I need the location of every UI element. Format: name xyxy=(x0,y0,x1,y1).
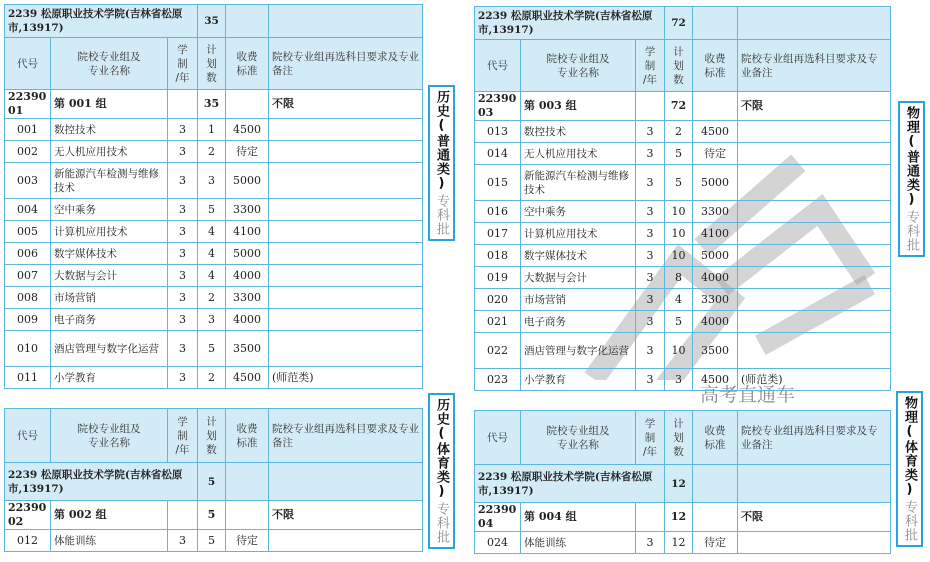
school-name: 2239 松原职业技术学院(吉林省松原市,13917) xyxy=(475,7,665,40)
col-header-years: 学 制 /年 xyxy=(168,409,198,463)
col-header-years: 学 制 /年 xyxy=(168,38,198,90)
major-years: 3 xyxy=(636,311,665,333)
empty-cell xyxy=(269,5,423,38)
major-fee: 4100 xyxy=(226,221,269,243)
school-name: 2239 松原职业技术学院(吉林省松原市,13917) xyxy=(5,463,198,501)
major-remark xyxy=(269,530,423,552)
major-name: 新能源汽车检测与维修技术 xyxy=(51,163,168,199)
major-code: 013 xyxy=(475,121,521,143)
major-remark xyxy=(269,287,423,309)
major-code: 021 xyxy=(475,311,521,333)
major-code: 001 xyxy=(5,119,51,141)
header-row xyxy=(475,40,891,92)
col-header-code: 代号 xyxy=(5,38,51,90)
major-plan: 3 xyxy=(198,309,226,331)
major-name: 电子商务 xyxy=(51,309,168,331)
major-code: 012 xyxy=(5,530,51,552)
group-plan: 12 xyxy=(665,503,693,532)
major-remark: (师范类) xyxy=(269,367,423,389)
major-name: 无人机应用技术 xyxy=(51,141,168,163)
side-batch: 专科批 xyxy=(902,500,917,542)
school-row xyxy=(475,465,891,503)
major-years: 3 xyxy=(168,141,198,163)
major-fee: 3500 xyxy=(693,333,738,369)
side-batch: 专科批 xyxy=(904,210,919,252)
major-name: 计算机应用技术 xyxy=(521,223,636,245)
major-fee: 5000 xyxy=(226,243,269,265)
major-fee: 3300 xyxy=(693,201,738,223)
empty-cell xyxy=(226,5,269,38)
major-fee: 5000 xyxy=(693,245,738,267)
side-category: (体育类) xyxy=(434,426,449,500)
major-code: 022 xyxy=(475,333,521,369)
major-plan: 4 xyxy=(198,265,226,287)
school-name: 2239 松原职业技术学院(吉林省松原市,13917) xyxy=(475,465,665,503)
col-header-plan: 计 划 数 xyxy=(665,40,693,92)
major-remark xyxy=(738,267,891,289)
group-row xyxy=(475,503,891,532)
header-row xyxy=(475,411,891,465)
major-name: 计算机应用技术 xyxy=(51,221,168,243)
major-years: 3 xyxy=(636,165,665,201)
col-header-years: 学 制 /年 xyxy=(636,411,665,465)
major-name: 酒店管理与数字化运营 xyxy=(51,331,168,367)
major-remark xyxy=(738,289,891,311)
col-header-code: 代号 xyxy=(5,409,51,463)
table-row xyxy=(5,199,423,221)
major-name: 酒店管理与数字化运营 xyxy=(521,333,636,369)
major-plan: 3 xyxy=(198,163,226,199)
empty-cell xyxy=(226,90,269,119)
group-code: 2239003 xyxy=(475,92,521,121)
major-remark xyxy=(738,165,891,201)
empty-cell xyxy=(226,463,269,501)
major-remark xyxy=(269,163,423,199)
major-remark xyxy=(738,201,891,223)
major-name: 新能源汽车检测与维修技术 xyxy=(521,165,636,201)
group-row xyxy=(475,92,891,121)
major-code: 014 xyxy=(475,143,521,165)
empty-cell xyxy=(636,92,665,121)
major-plan: 1 xyxy=(198,119,226,141)
major-years: 3 xyxy=(636,532,665,554)
major-remark xyxy=(269,119,423,141)
group-remark: 不限 xyxy=(738,92,891,121)
major-years: 3 xyxy=(636,333,665,369)
watermark-text: 高考直通车 xyxy=(700,384,796,406)
major-plan: 10 xyxy=(665,223,693,245)
table-history-sports xyxy=(4,408,423,552)
major-code: 002 xyxy=(5,141,51,163)
major-years: 3 xyxy=(168,331,198,367)
major-code: 019 xyxy=(475,267,521,289)
major-name: 数控技术 xyxy=(521,121,636,143)
major-name: 数字媒体技术 xyxy=(521,245,636,267)
side-subject: 历史 xyxy=(434,398,449,426)
table-row xyxy=(475,311,891,333)
major-years: 3 xyxy=(168,199,198,221)
school-row xyxy=(5,463,423,501)
empty-cell xyxy=(168,90,198,119)
major-years: 3 xyxy=(168,265,198,287)
table-row xyxy=(475,201,891,223)
group-name: 第 002 组 xyxy=(51,501,168,530)
major-name: 大数据与会计 xyxy=(521,267,636,289)
major-years: 3 xyxy=(168,119,198,141)
major-years: 3 xyxy=(636,267,665,289)
major-plan: 4 xyxy=(198,243,226,265)
group-name: 第 003 组 xyxy=(521,92,636,121)
major-fee: 5000 xyxy=(693,165,738,201)
major-remark xyxy=(269,199,423,221)
side-category: (体育类) xyxy=(902,424,917,498)
table-row xyxy=(5,221,423,243)
major-code: 010 xyxy=(5,331,51,367)
side-subject: 历史 xyxy=(434,90,449,118)
major-code: 016 xyxy=(475,201,521,223)
major-fee: 4500 xyxy=(226,367,269,389)
side-category: (普通类) xyxy=(434,118,449,192)
table-row xyxy=(5,163,423,199)
major-years: 3 xyxy=(168,367,198,389)
table-row xyxy=(5,265,423,287)
group-remark: 不限 xyxy=(738,503,891,532)
school-plan: 5 xyxy=(198,463,226,501)
table-row xyxy=(475,369,891,391)
major-fee: 待定 xyxy=(226,141,269,163)
major-code: 006 xyxy=(5,243,51,265)
side-category: (普通类) xyxy=(904,134,919,208)
major-years: 3 xyxy=(168,287,198,309)
group-name: 第 004 组 xyxy=(521,503,636,532)
major-fee: 4500 xyxy=(226,119,269,141)
side-batch: 专科批 xyxy=(434,502,449,544)
major-remark xyxy=(738,333,891,369)
group-row xyxy=(5,90,423,119)
major-remark xyxy=(269,331,423,367)
major-code: 015 xyxy=(475,165,521,201)
group-code: 2239001 xyxy=(5,90,51,119)
group-remark: 不限 xyxy=(269,501,423,530)
side-label-history-sports xyxy=(428,393,455,549)
major-fee: 5000 xyxy=(226,163,269,199)
col-header-fee: 收费 标准 xyxy=(226,409,269,463)
major-plan: 8 xyxy=(665,267,693,289)
major-code: 018 xyxy=(475,245,521,267)
major-remark xyxy=(269,141,423,163)
table-row xyxy=(475,532,891,554)
table-row xyxy=(5,141,423,163)
group-plan: 35 xyxy=(198,90,226,119)
group-plan: 72 xyxy=(665,92,693,121)
major-years: 3 xyxy=(636,289,665,311)
major-name: 体能训练 xyxy=(521,532,636,554)
major-plan: 5 xyxy=(198,530,226,552)
school-name: 2239 松原职业技术学院(吉林省松原市,13917) xyxy=(5,5,198,38)
major-years: 3 xyxy=(636,223,665,245)
col-header-code: 代号 xyxy=(475,411,521,465)
col-header-name: 院校专业组及 专业名称 xyxy=(521,411,636,465)
col-header-code: 代号 xyxy=(475,40,521,92)
major-remark xyxy=(738,532,891,554)
major-remark xyxy=(269,243,423,265)
side-subject: 物理 xyxy=(904,106,919,134)
col-header-name: 院校专业组及 专业名称 xyxy=(521,40,636,92)
major-years: 3 xyxy=(168,530,198,552)
major-remark xyxy=(738,245,891,267)
major-fee: 4100 xyxy=(693,223,738,245)
major-years: 3 xyxy=(636,121,665,143)
major-plan: 5 xyxy=(665,165,693,201)
table-row xyxy=(475,267,891,289)
school-row xyxy=(475,7,891,40)
school-plan: 12 xyxy=(665,465,693,503)
major-fee: 待定 xyxy=(693,143,738,165)
major-name: 数字媒体技术 xyxy=(51,243,168,265)
major-fee: 待定 xyxy=(693,532,738,554)
major-remark xyxy=(269,309,423,331)
table-row xyxy=(5,331,423,367)
col-header-plan: 计 划 数 xyxy=(198,409,226,463)
empty-cell xyxy=(693,465,738,503)
major-years: 3 xyxy=(636,245,665,267)
header-row xyxy=(5,409,423,463)
major-name: 体能训练 xyxy=(51,530,168,552)
table-row xyxy=(475,165,891,201)
empty-cell xyxy=(168,501,198,530)
side-label-history-general xyxy=(428,85,455,241)
table-row xyxy=(5,530,423,552)
major-plan: 3 xyxy=(665,369,693,391)
major-code: 003 xyxy=(5,163,51,199)
group-row xyxy=(5,501,423,530)
empty-cell xyxy=(693,7,738,40)
empty-cell xyxy=(693,503,738,532)
major-remark xyxy=(738,143,891,165)
major-years: 3 xyxy=(636,369,665,391)
major-fee: 待定 xyxy=(226,530,269,552)
school-plan: 72 xyxy=(665,7,693,40)
table-row xyxy=(5,119,423,141)
table-row xyxy=(475,121,891,143)
group-remark: 不限 xyxy=(269,90,423,119)
empty-cell xyxy=(636,503,665,532)
major-fee: 4000 xyxy=(226,309,269,331)
col-header-plan: 计 划 数 xyxy=(198,38,226,90)
major-remark xyxy=(269,265,423,287)
major-code: 004 xyxy=(5,199,51,221)
major-fee: 4500 xyxy=(693,369,738,391)
major-name: 大数据与会计 xyxy=(51,265,168,287)
col-header-remark: 院校专业组再选科目要求及专业备注 xyxy=(269,409,423,463)
major-plan: 2 xyxy=(198,141,226,163)
major-plan: 4 xyxy=(665,289,693,311)
group-code: 2239004 xyxy=(475,503,521,532)
col-header-remark: 院校专业组再选科目要求及专业备注 xyxy=(738,411,891,465)
major-plan: 10 xyxy=(665,201,693,223)
major-years: 3 xyxy=(636,143,665,165)
major-name: 市场营销 xyxy=(51,287,168,309)
major-plan: 2 xyxy=(198,287,226,309)
major-fee: 3300 xyxy=(693,289,738,311)
major-plan: 10 xyxy=(665,245,693,267)
major-years: 3 xyxy=(168,243,198,265)
major-code: 007 xyxy=(5,265,51,287)
major-years: 3 xyxy=(168,309,198,331)
group-code: 2239002 xyxy=(5,501,51,530)
col-header-fee: 收费 标准 xyxy=(693,411,738,465)
major-plan: 2 xyxy=(198,367,226,389)
major-remark xyxy=(738,311,891,333)
major-years: 3 xyxy=(636,201,665,223)
table-row xyxy=(475,143,891,165)
table-row xyxy=(475,333,891,369)
header-row xyxy=(5,38,423,90)
major-name: 小学教育 xyxy=(521,369,636,391)
major-plan: 10 xyxy=(665,333,693,369)
major-remark xyxy=(738,121,891,143)
table-physics-general xyxy=(474,6,891,391)
table-row xyxy=(5,309,423,331)
major-plan: 5 xyxy=(198,331,226,367)
empty-cell xyxy=(269,463,423,501)
major-remark xyxy=(269,221,423,243)
table-row xyxy=(5,243,423,265)
major-name: 无人机应用技术 xyxy=(521,143,636,165)
major-plan: 5 xyxy=(665,143,693,165)
group-plan: 5 xyxy=(198,501,226,530)
col-header-remark: 院校专业组再选科目要求及专业备注 xyxy=(738,40,891,92)
empty-cell xyxy=(693,92,738,121)
major-name: 电子商务 xyxy=(521,311,636,333)
major-remark: (师范类) xyxy=(738,369,891,391)
col-header-fee: 收费 标准 xyxy=(226,38,269,90)
side-batch: 专科批 xyxy=(434,194,449,236)
major-fee: 3300 xyxy=(226,287,269,309)
major-plan: 5 xyxy=(665,311,693,333)
major-years: 3 xyxy=(168,221,198,243)
major-code: 017 xyxy=(475,223,521,245)
major-name: 数控技术 xyxy=(51,119,168,141)
major-plan: 2 xyxy=(665,121,693,143)
col-header-name: 院校专业组及 专业名称 xyxy=(51,409,168,463)
major-code: 023 xyxy=(475,369,521,391)
school-row xyxy=(5,5,423,38)
major-code: 009 xyxy=(5,309,51,331)
table-row xyxy=(5,367,423,389)
major-code: 020 xyxy=(475,289,521,311)
table-row xyxy=(475,245,891,267)
empty-cell xyxy=(226,501,269,530)
table-row xyxy=(475,223,891,245)
col-header-years: 学 制 /年 xyxy=(636,40,665,92)
major-name: 小学教育 xyxy=(51,367,168,389)
side-subject: 物理 xyxy=(902,396,917,424)
major-name: 市场营销 xyxy=(521,289,636,311)
school-plan: 35 xyxy=(198,5,226,38)
major-fee: 4000 xyxy=(693,267,738,289)
major-code: 008 xyxy=(5,287,51,309)
empty-cell xyxy=(738,465,891,503)
major-years: 3 xyxy=(168,163,198,199)
major-name: 空中乘务 xyxy=(51,199,168,221)
col-header-fee: 收费 标准 xyxy=(693,40,738,92)
major-code: 011 xyxy=(5,367,51,389)
group-name: 第 001 组 xyxy=(51,90,168,119)
major-plan: 12 xyxy=(665,532,693,554)
major-fee: 3300 xyxy=(226,199,269,221)
major-remark xyxy=(738,223,891,245)
table-physics-sports xyxy=(474,410,891,554)
major-fee: 4500 xyxy=(693,121,738,143)
col-header-remark: 院校专业组再选科目要求及专业备注 xyxy=(269,38,423,90)
table-row xyxy=(475,289,891,311)
side-label-physics-general xyxy=(898,101,925,257)
col-header-plan: 计 划 数 xyxy=(665,411,693,465)
major-plan: 5 xyxy=(198,199,226,221)
major-code: 024 xyxy=(475,532,521,554)
major-name: 空中乘务 xyxy=(521,201,636,223)
major-plan: 4 xyxy=(198,221,226,243)
side-label-physics-sports xyxy=(896,391,923,547)
table-history-general xyxy=(4,4,423,389)
major-fee: 4000 xyxy=(693,311,738,333)
col-header-name: 院校专业组及 专业名称 xyxy=(51,38,168,90)
empty-cell xyxy=(738,7,891,40)
major-fee: 3500 xyxy=(226,331,269,367)
major-fee: 4000 xyxy=(226,265,269,287)
table-row xyxy=(5,287,423,309)
major-code: 005 xyxy=(5,221,51,243)
